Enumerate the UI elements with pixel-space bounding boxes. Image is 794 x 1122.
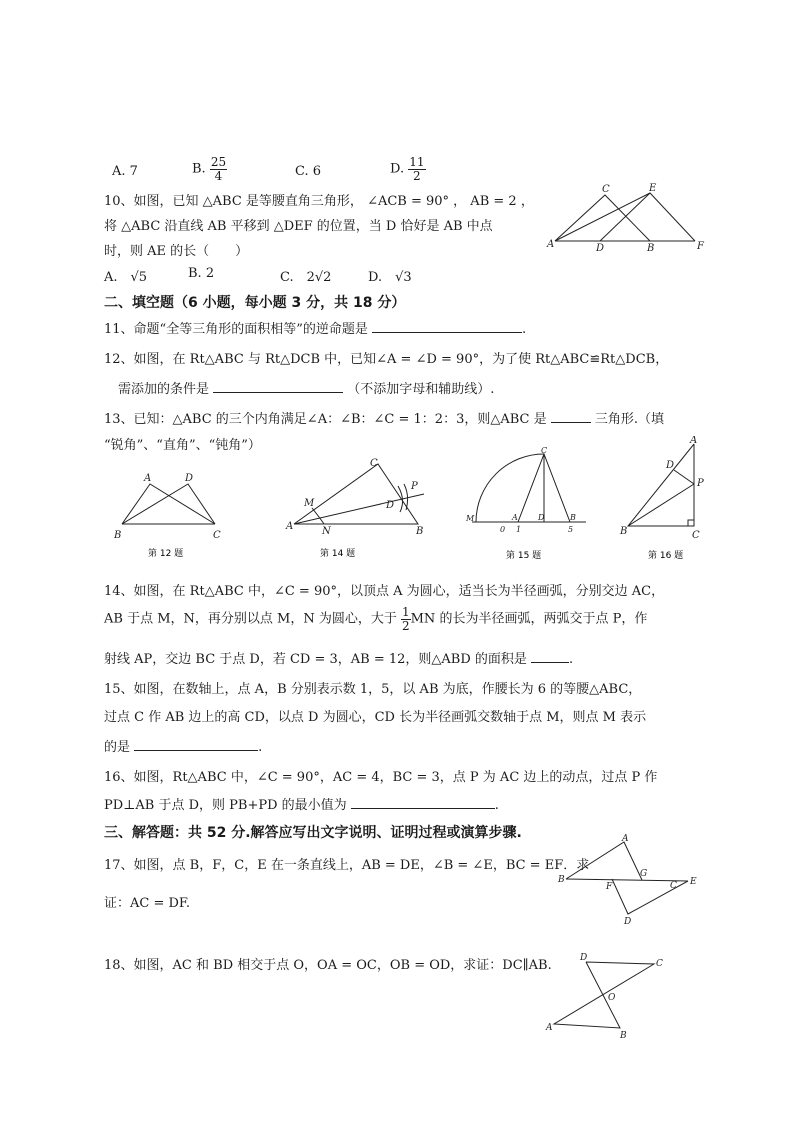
fig15-label-c: C — [541, 446, 548, 455]
q10-label-d: D — [596, 243, 605, 254]
q16-answer-blank[interactable] — [351, 796, 495, 809]
fig14-label-p: P — [411, 481, 418, 492]
q12-answer-blank[interactable] — [213, 380, 343, 393]
fig16-caption: 第 16 题 — [648, 551, 684, 561]
fig15-label-m: M — [466, 514, 475, 523]
q13-line2: “锐角”、“直角”、“钝角”） — [104, 438, 261, 453]
q10-option-d: D. √3 — [368, 270, 412, 285]
q10-segment-ae — [555, 193, 650, 241]
fig14-label-m: M — [304, 498, 315, 509]
fig12-label-b: B — [114, 530, 122, 541]
q10-line3: 时，则 AE 的长（ ） — [104, 244, 249, 259]
q9-options — [112, 156, 432, 192]
q17-label-g: G — [640, 869, 648, 879]
fig14-caption: 第 14 题 — [320, 549, 356, 558]
fig12-label-c: C — [213, 530, 221, 541]
q18-label-o: O — [608, 993, 616, 1003]
q17-figure — [556, 834, 706, 926]
q18-label-d: D — [580, 953, 588, 963]
fig15-label-a: A — [512, 513, 518, 522]
q9-option-b-fraction: $\frac{25}{4}$ — [210, 155, 227, 183]
q10-option-c: C. 2√2 — [280, 270, 332, 285]
q18-label-b: B — [620, 1031, 627, 1041]
q12-line2: 需添加的条件是 （不添加字母和辅助线）. — [118, 382, 495, 397]
fig16-label-d: D — [666, 460, 675, 471]
q10-label-f: F — [697, 241, 704, 252]
section2-heading: 二、填空题（6 小题，每小题 3 分，共 18 分） — [104, 295, 406, 311]
fig14-arc-mn — [312, 508, 324, 524]
fig16-segment-pd — [674, 470, 694, 484]
fig14-label-n: N — [322, 526, 331, 537]
q14-line2: AB 于点 M，N，再分别以点 M，N 为圆心，大于 $\frac{1}{2}$ MN 的长为半径画弧，两弧交于点 P，作 — [104, 605, 648, 633]
q15-line2: 过点 C 作 AB 边上的高 CD，以点 D 为圆心，CD 长为半径画弧交数轴于点 M，则点 M 表示 — [104, 710, 647, 725]
fig14-label-c: C — [370, 458, 378, 469]
fig16-triangle — [628, 444, 694, 526]
q17-label-c: C — [670, 881, 677, 891]
q12-line1: 12、如图，在 Rt△ABC 与 Rt△DCB 中，已知∠A = ∠D = 90°，为了使 Rt△ABC≌Rt△DCB， — [104, 352, 669, 367]
q18-figure-lines — [554, 962, 654, 1028]
q10-option-a: A. √5 — [104, 270, 148, 285]
fig15-label-b: B — [570, 513, 576, 522]
q10-label-b: B — [647, 243, 655, 254]
q9-option-c: C. 6 — [295, 164, 322, 179]
q17-label-f: F — [606, 882, 613, 892]
fig16-label-p: P — [697, 478, 704, 489]
fig15 — [462, 446, 592, 562]
q9-option-d-fraction: $\frac{11}{2}$ — [409, 155, 425, 183]
q14-line1: 14、如图，在 Rt△ABC 中，∠C = 90°，以顶点 A 为圆心，适当长为半径画弧，分别交边 AC， — [104, 584, 665, 599]
q17-label-a: A — [622, 834, 629, 844]
q10-triangle-def — [600, 193, 695, 241]
fig14-label-a: A — [286, 521, 294, 532]
q10-option-b: B. 2 — [188, 266, 215, 281]
q14-line3: 射线 AP，交边 BC 于点 D，若 CD = 3，AB = 12，则△ABD 的面积是 . — [104, 652, 574, 667]
q15-line3: 的是 . — [104, 740, 263, 755]
q11-text: 11、命题“全等三角形的面积相等”的逆命题是 — [104, 322, 368, 337]
q17-label-d: D — [624, 917, 632, 926]
fig12-caption: 第 12 题 — [148, 549, 184, 558]
q9-option-b: B. $\frac{25}{4}$ — [192, 155, 227, 183]
fig14-triangle — [294, 464, 418, 524]
q16-line1: 16、如图，Rt△ABC 中，∠C = 90°，AC = 4，BC = 3，点 P 为 AC 边上的动点，过点 P 作 — [104, 770, 658, 785]
q18-label-c: C — [656, 959, 663, 969]
fig16-label-c: C — [692, 530, 700, 541]
q10-label-a: A — [547, 239, 555, 250]
q18-figure — [542, 950, 672, 1042]
q18-line1: 18、如图，AC 和 BD 相交于点 O，OA = OC，OB = OD，求证：DC∥AB. — [104, 958, 552, 973]
fig14-label-d: D — [386, 500, 395, 511]
q13-line1: 13、已知：△ABC 的三个内角满足∠A：∠B：∠C = 1：2：3，则△ABC 是 三角形.（填 — [104, 412, 665, 427]
q17-label-b: B — [558, 875, 565, 885]
q14-answer-blank[interactable] — [531, 650, 569, 663]
fig15-caption: 第 15 题 — [506, 551, 542, 561]
fig16 — [616, 436, 716, 562]
q9-option-d: D. $\frac{11}{2}$ — [390, 155, 425, 183]
fig12-label-d: D — [185, 473, 194, 484]
q9-option-a: A. 7 — [112, 164, 138, 179]
fig16-right-angle — [688, 520, 694, 526]
q13-answer-blank[interactable] — [551, 410, 591, 423]
fig14 — [282, 456, 432, 558]
q11: 11、命题“全等三角形的面积相等”的逆命题是 . — [104, 322, 527, 337]
fig16-label-a: A — [690, 436, 698, 446]
q18-label-a: A — [546, 1023, 553, 1033]
fig12-label-a: A — [144, 473, 152, 484]
q17-line1: 17、如图，点 B，F，C，E 在一条直线上，AB = DE，∠B = ∠E，BC = EF．求 — [104, 858, 590, 873]
q17-label-e: E — [690, 877, 697, 887]
q10-figure — [545, 183, 710, 255]
section3-heading: 三、解答题：共 52 分.解答应写出文字说明、证明过程或演算步骤. — [104, 825, 522, 841]
fig15-label-1: 1 — [516, 525, 522, 534]
fig15-label-5: 5 — [568, 525, 574, 534]
fig14-label-b: B — [416, 526, 424, 537]
q11-answer-blank[interactable] — [372, 320, 522, 333]
q14-fraction: $\frac{1}{2}$ — [401, 605, 410, 633]
q17-triangle-abc — [566, 842, 642, 880]
q10-line2: 将 △ABC 沿直线 AB 平移到 △DEF 的位置，当 D 恰好是 AB 中点 — [104, 219, 493, 234]
q10-options — [104, 266, 412, 285]
fig15-label-d: D — [538, 513, 545, 522]
fig16-label-b: B — [620, 526, 628, 537]
q10-label-e: E — [649, 183, 657, 194]
q15-answer-blank[interactable] — [134, 738, 258, 751]
q17-line2: 证：AC = DF. — [104, 896, 191, 911]
fig15-label-0: 0 — [500, 525, 506, 534]
fig16-segment-bp — [628, 484, 694, 526]
q10-line1: 10、如图，已知 △ABC 是等腰直角三角形， ∠ACB = 90° ， AB = 2 ， — [104, 194, 534, 209]
q10-label-c: C — [602, 184, 610, 195]
fig12 — [110, 468, 230, 558]
fig15-arc — [476, 454, 544, 522]
q15-line1: 15、如图，在数轴上，点 A，B 分别表示数 1，5，以 AB 为底，作腰长为 6 的等腰△ABC， — [104, 682, 642, 697]
q16-line2: PD⊥AB 于点 D，则 PB+PD 的最小值为 . — [104, 798, 499, 813]
